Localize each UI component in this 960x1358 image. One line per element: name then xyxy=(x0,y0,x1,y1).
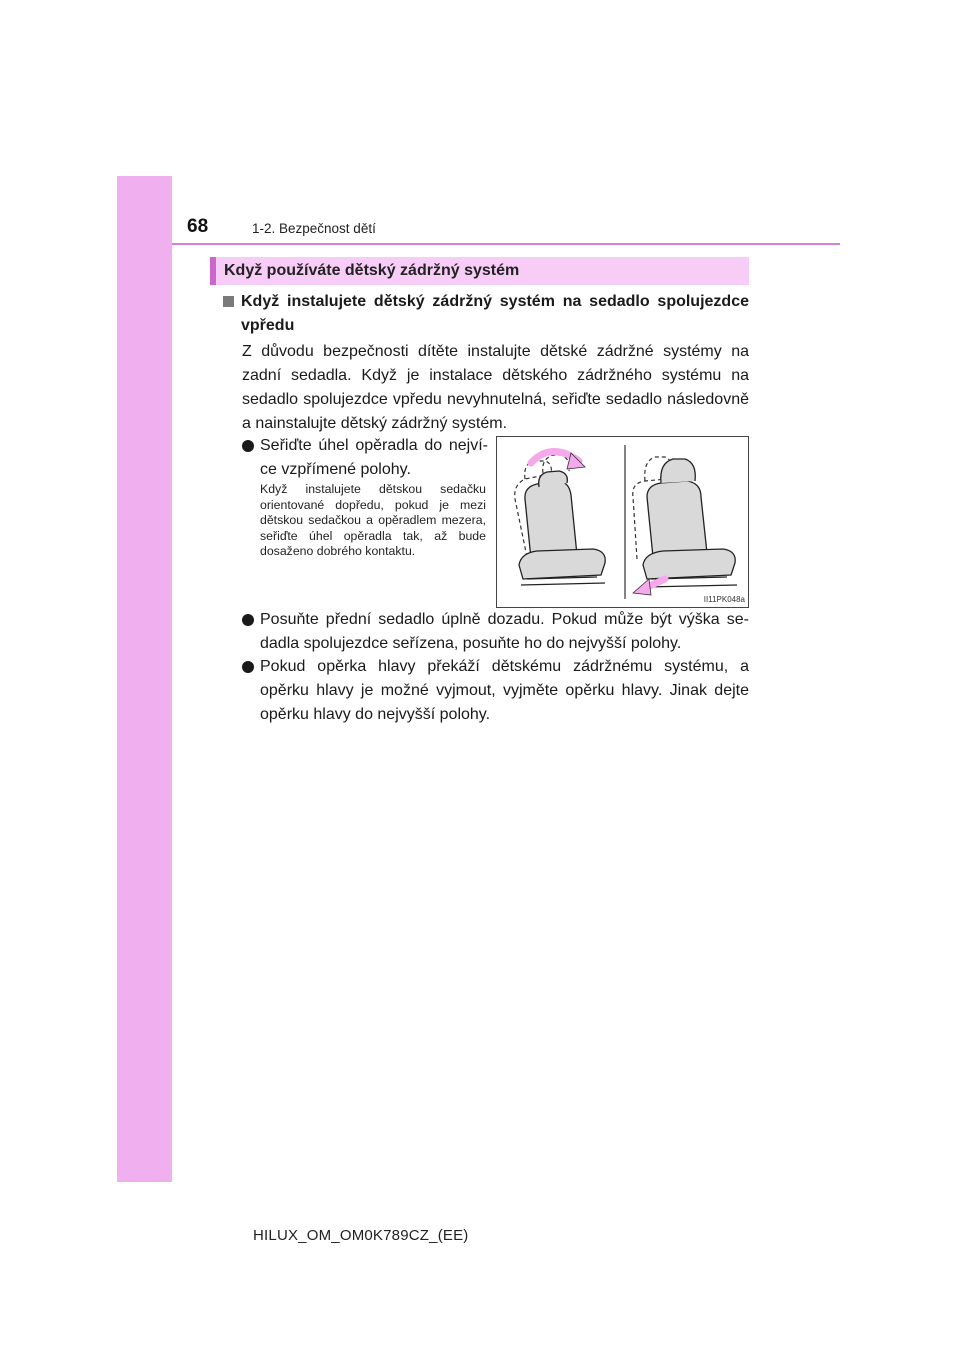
seat-illustration xyxy=(497,437,750,609)
bullet-item xyxy=(242,434,488,482)
header-divider xyxy=(172,243,840,245)
right-seat-drawing xyxy=(633,457,737,595)
subheading-text: Když instalujete dětský zádržný systém na sedadlo spolujezdce vpředu xyxy=(241,293,749,334)
section-reference: 1-2. Bezpečnost dětí xyxy=(252,221,376,236)
intro-paragraph: Z důvodu bezpečnosti dítěte instalujte dětské zádržné systémy na zadní sedadla. Když je instalace dětského zádržného systému na sedadlo spolujezdce vpředu nevyhnutelná, seřiďte sedadlo následovně a nainstalujte dětský zádržný systém. xyxy=(242,343,749,432)
chapter-side-tab xyxy=(117,176,172,1182)
seat-adjustment-figure xyxy=(496,436,749,608)
section-heading: Když používáte dětský zádržný systém xyxy=(210,257,749,285)
bullet-note: Když instalujete dětskou sedačku orientované dopředu, pokud je mezi dětskou sedačkou a opěradlem mezera, seřiďte úhel opěradla tak, až bude dosaženo dobrého kontaktu. xyxy=(260,482,486,558)
square-bullet-icon xyxy=(223,296,234,307)
bullet-text: Seřiďte úhel opěradla do nejvíce vzpřímené polohy. xyxy=(260,437,488,478)
bullet-text: Pokud opěrka hlavy překáží dětskému zádržnému systému, a opěrku hlavy je možné vyjmout, vyjměte opěrku hlavy. Jinak dejte opěrku hlavy do nejvyšší polohy. xyxy=(260,658,749,723)
bullet-item xyxy=(242,655,749,727)
page-number: 68 xyxy=(187,216,209,237)
document-id: HILUX_OM_OM0K789CZ_(EE) xyxy=(253,1227,469,1244)
bullet-dot-icon xyxy=(242,614,254,626)
subheading xyxy=(223,290,749,338)
bullet-dot-icon xyxy=(242,440,254,452)
bullet-dot-icon xyxy=(242,661,254,673)
bullet-item xyxy=(242,608,749,656)
figure-code: II11PK048a xyxy=(703,595,745,604)
left-seat-drawing xyxy=(515,451,606,585)
bullet-text: Posuňte přední sedadlo úplně dozadu. Pokud může být výška sedadla spolujezdce seřízena, posuňte ho do nejvyšší polohy. xyxy=(260,611,749,652)
